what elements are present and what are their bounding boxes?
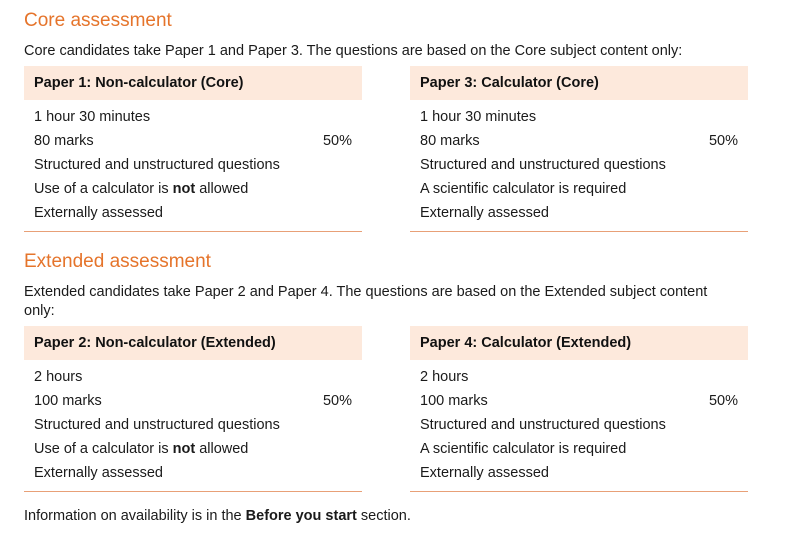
paper-4-assessment: Externally assessed: [420, 465, 549, 481]
paper-3-title: Paper 3: Calculator (Core): [410, 66, 748, 100]
paper-2-weight: 50%: [322, 393, 352, 409]
paper-4-marks: 100 marks: [420, 393, 488, 409]
paper-2-title: Paper 2: Non-calculator (Extended): [24, 326, 362, 360]
availability-note: Information on availability is in the Before you start section.: [24, 508, 411, 524]
paper-4-title: Paper 4: Calculator (Extended): [410, 326, 748, 360]
paper-4-card: [410, 326, 748, 492]
paper-2-details: [24, 360, 362, 492]
paper-3-marks: 80 marks: [420, 133, 480, 149]
extended-intro: Extended candidates take Paper 2 and Paper 4. The questions are based on the Extended subject content only:: [24, 284, 708, 319]
paper-1-weight: 50%: [322, 133, 352, 149]
paper-1-title: Paper 1: Non-calculator (Core): [24, 66, 362, 100]
paper-3-details: [410, 100, 748, 232]
paper-1-assessment: Externally assessed: [34, 205, 163, 221]
paper-3-card: [410, 66, 748, 232]
paper-4-question-type: Structured and unstructured questions: [420, 417, 666, 433]
paper-3-calculator: A scientific calculator is required: [420, 181, 627, 197]
paper-1-question-type: Structured and unstructured questions: [34, 157, 280, 173]
paper-2-question-type: Structured and unstructured questions: [34, 417, 280, 433]
core-intro: Core candidates take Paper 1 and Paper 3. The questions are based on the Core subject content only:: [24, 43, 683, 59]
paper-3-weight: 50%: [708, 133, 738, 149]
paper-4-details: [410, 360, 748, 492]
paper-1-duration: 1 hour 30 minutes: [34, 109, 151, 125]
paper-1-card: [24, 66, 362, 232]
paper-2-marks: 100 marks: [34, 393, 102, 409]
paper-3-question-type: Structured and unstructured questions: [420, 157, 666, 173]
paper-2-assessment: Externally assessed: [34, 465, 163, 481]
paper-4-weight: 50%: [708, 393, 738, 409]
paper-3-duration: 1 hour 30 minutes: [420, 109, 537, 125]
paper-1-details: [24, 100, 362, 232]
paper-4-calculator: A scientific calculator is required: [420, 441, 627, 457]
paper-1-marks: 80 marks: [34, 133, 94, 149]
paper-2-calculator: Use of a calculator is not allowed: [34, 441, 249, 457]
paper-1-calculator: Use of a calculator is not allowed: [34, 181, 249, 197]
paper-3-assessment: Externally assessed: [420, 205, 549, 221]
paper-4-duration: 2 hours: [420, 369, 469, 385]
paper-2-card: [24, 326, 362, 492]
before-you-start-ref: Before you start: [245, 508, 357, 524]
paper-2-duration: 2 hours: [34, 369, 83, 385]
core-heading: Core assessment: [24, 10, 172, 31]
extended-heading: Extended assessment: [24, 251, 211, 272]
